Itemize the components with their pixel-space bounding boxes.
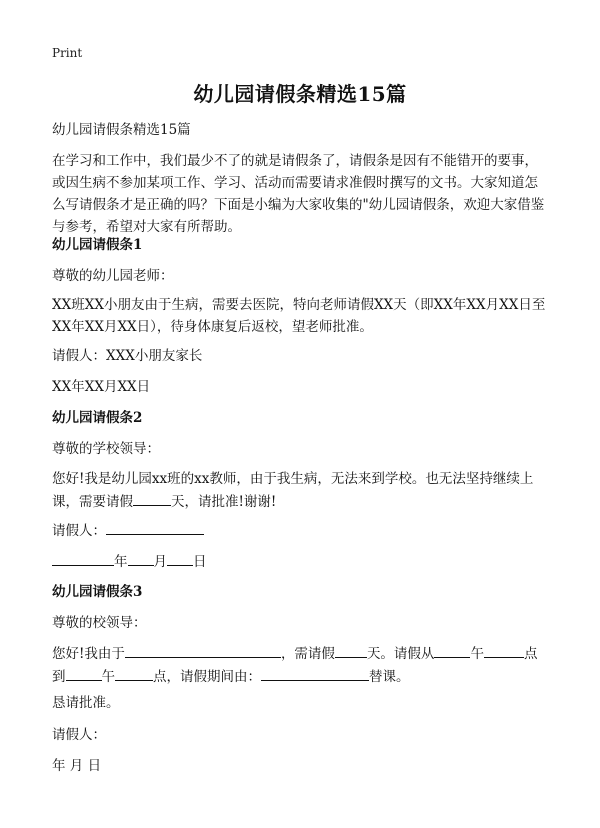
section-2-year-label: 年 — [114, 554, 128, 570]
to-hour-blank — [115, 665, 153, 681]
to-date-blank — [66, 665, 102, 681]
intro-paragraph: 在学习和工作中，我们最少不了的就是请假条了，请假条是因有不能错开的要事，或因生病不参加某项工作、学习、活动而需要请求准假时撰写的文书。大家知道怎么写请假条才是正确的吗？下面是小编为大家收集的"幼儿园请假条，欢迎大家借鉴与参考，希望对大家有所帮助。 — [52, 153, 545, 235]
section-2-salutation: 尊敬的学校领导： — [52, 441, 160, 457]
section-1-salutation: 尊敬的幼儿园老师： — [52, 268, 174, 284]
days-blank — [133, 490, 171, 506]
section-3-date: 年 月 日 — [52, 758, 102, 774]
days-blank — [335, 642, 367, 658]
section-2-signature — [52, 519, 550, 542]
section-2-body-text-1: 您好!我是幼儿园xx班的xx教师，由于我生病，无法来到学校。也无法坚持继续上课，需要请假 — [52, 471, 534, 510]
section-3-text-4: 午 — [470, 646, 484, 662]
section-3-text-5: 点到 — [52, 646, 538, 685]
section-2-body — [52, 468, 550, 513]
from-hour-blank — [484, 642, 524, 658]
reason-blank — [125, 642, 281, 658]
from-date-blank — [434, 642, 470, 658]
month-blank — [128, 550, 154, 566]
day-blank — [167, 550, 193, 566]
section-1-signature: 请假人：XXX小朋友家长 — [52, 348, 203, 364]
print-label: Print — [52, 46, 83, 60]
substitute-blank — [261, 665, 369, 681]
section-3-text-8: 替课。 — [369, 669, 410, 685]
section-3-text-6: 午 — [101, 669, 115, 685]
section-2-month-label: 月 — [153, 554, 167, 570]
document-subtitle: 幼儿园请假条精选15篇 — [52, 122, 191, 138]
section-1-date: XX年XX月XX日 — [52, 379, 151, 395]
section-2-heading: 幼儿园请假条2 — [52, 410, 143, 426]
signature-blank — [106, 519, 204, 535]
section-2-date — [52, 550, 550, 573]
section-3-closing: 恳请批准。 — [52, 695, 120, 711]
section-2-day-label: 日 — [193, 554, 207, 570]
section-1-body: XX班XX小朋友由于生病，需要去医院，特向老师请假XX天（即XX年XX月XX日至XX年XX月XX日），待身体康复后返校，望老师批准。 — [52, 297, 546, 335]
section-3-text-1: 您好!我由于 — [52, 646, 125, 662]
section-3-text-2: ，需请假 — [280, 646, 335, 662]
section-3-salutation: 尊敬的校领导： — [52, 615, 147, 631]
section-3-text-3: 天。请假从 — [366, 646, 435, 662]
document-title: 幼儿园请假条精选15篇 — [193, 82, 407, 106]
section-2-signature-label: 请假人： — [52, 523, 106, 539]
year-blank — [52, 550, 114, 566]
section-1-heading: 幼儿园请假条1 — [52, 237, 143, 253]
section-3-signature: 请假人： — [52, 727, 106, 743]
section-3-text-7: 点，请假期间由： — [153, 669, 261, 685]
section-3-body — [52, 642, 550, 688]
section-3-heading: 幼儿园请假条3 — [52, 584, 143, 600]
section-2-body-text-2: 天，请批准!谢谢! — [171, 494, 277, 510]
